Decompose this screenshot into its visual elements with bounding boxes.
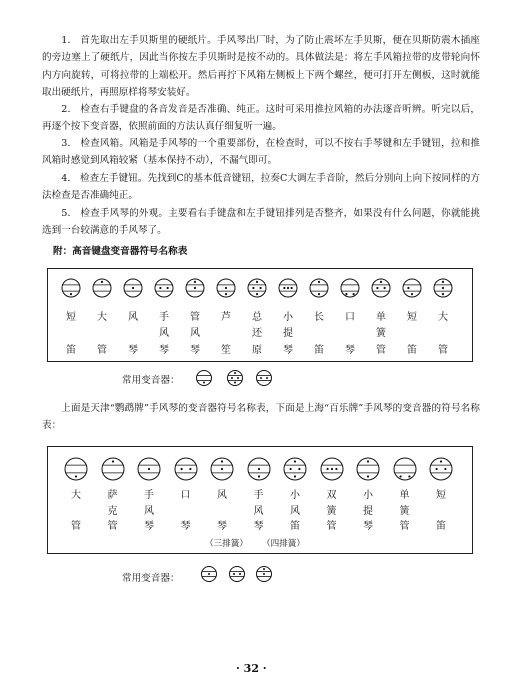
table1-col-6-r2: 还 [252,328,262,339]
table1-symbol-6 [247,278,267,298]
table1-col-12-r1: 大 [438,312,448,323]
table2-symbol-3 [174,457,198,481]
table2-col-6-r1: 小 [290,490,300,501]
page-number: · 32 · [236,662,267,675]
table1-col-3-r3: 琴 [159,345,169,356]
table1-symbol-2 [123,278,143,298]
table2-col-2-r3: 琴 [144,521,154,532]
table1-symbol-10 [371,278,391,298]
table1-symbol-4 [185,278,205,298]
table2-col-7-r3: 管 [326,521,337,532]
register-symbol-icon [210,457,234,481]
register-symbol-icon [61,278,81,298]
table1-col-10-r3: 管 [376,345,386,356]
table1-col-6-r1: 总 [252,312,262,323]
table2-col-2-r1: 手 [144,490,154,501]
table2-col-4-r3: 琴 [217,521,227,532]
table2-col-0-r1: 大 [71,490,81,501]
register-symbol-icon [92,278,112,298]
table2-col-2-r2: 风 [144,506,154,517]
table1-symbol-8 [309,278,329,298]
table1-col-4-r1: 管 [190,312,200,323]
table2-symbol-2 [137,457,161,481]
table2-col-3-r1: 口 [180,490,191,501]
table2-col-3-r3: 琴 [180,521,191,532]
table1-col-0-r3: 笛 [66,345,76,356]
table1-col-12-r3: 管 [438,345,448,356]
table1-col-10-r2: 簧 [376,328,386,339]
register-symbol-icon [247,457,271,481]
table1-col-6-r3: 原 [252,345,262,356]
table2-symbol-4 [210,457,234,481]
table2-col-10-r1: 短 [436,490,446,501]
table2-col-10-r3: 笛 [436,521,446,532]
table1-col-8-r3: 笛 [314,345,324,356]
register-symbol-icon [309,278,329,298]
register-symbol-icon [340,278,360,298]
table1-col-3-r2: 风 [159,328,169,339]
table1-caption: 附：高音键盘变音器符号名称表 [53,246,188,257]
table2-symbol-8 [356,457,380,481]
paragraph-4: 4． 检查左手键钮。先找到C的基本低音键钮，拉奏C大调左手音阶，然后分别向上向下按同样的方法检查是否准确纯正。 [42,173,480,202]
table1-col-10-r1: 单 [376,312,386,323]
table2-col-9-r1: 单 [399,490,410,501]
common-register-icon [195,369,295,389]
register-symbol-icon [320,457,344,481]
table2-col-8-r1: 小 [363,490,373,501]
table2-col-1-r3: 管 [107,521,118,532]
register-symbol-icon [174,457,198,481]
register-symbol-icon [393,457,417,481]
register-symbol-icon [64,457,88,481]
register-symbol-icon [278,278,298,298]
common-register-icon-2 [200,565,300,585]
table1-col-4-r2: 风 [190,328,200,339]
table1-col-1-r1: 大 [97,312,107,323]
register-symbol-icon [216,278,236,298]
register-symbol-icon [185,278,205,298]
table1-col-5-r3: 笙 [221,345,231,356]
paragraph-1: 1． 首先取出左手贝斯里的硬纸片。手风琴出厂时，为了防止震坏左手贝斯，便在贝斯防震木插座的旁边塞上了硬纸片，因此当你按左手贝斯时是按不动的。具体做法是：将左手风箱拉带的皮带轮向怀内方向旋转，可将拉带的上端松开。然后再拧下风箱左侧板上下两个螺丝，便可打开左侧板，这时就能取出硬纸片，再照原样将琴安装好。 [42,35,480,99]
table2-symbol-1 [101,457,125,481]
register-symbol-icon [247,278,267,298]
table1-col-7-r3: 琴 [283,345,293,356]
table1-symbol-3 [154,278,174,298]
table1-symbol-12 [433,278,453,298]
table1-symbol-7 [278,278,298,298]
table1-symbol-0 [61,278,81,298]
table1-col-8-r1: 长 [314,312,324,323]
register-symbol-icon [137,457,161,481]
table1-col-11-r3: 笛 [407,345,417,356]
table2-symbol-6 [283,457,307,481]
table2-col-5-r2: 风 [253,506,264,517]
table1-col-9-r1: 口 [345,312,355,323]
register-symbol-icon [429,457,453,481]
table1-col-3-r1: 手 [159,312,169,323]
register-symbol-icon [356,457,380,481]
table1-col-1-r3: 管 [97,345,107,356]
table2-col-0-r3: 管 [71,521,81,532]
table2-col-7-r2: 簧 [326,506,337,517]
paragraph-5: 5． 检查手风琴的外观。主要看右手键盘和左手键钮排列是否整齐，如果没有什么问题，你就能挑选到一台较满意的手风琴了。 [42,208,480,237]
table1-col-2-r3: 琴 [128,345,138,356]
table1-symbol-1 [92,278,112,298]
table2-symbol-7 [320,457,344,481]
middle-text: 上面是天津“鹦鹉牌”手风琴的变音器符号名称表，下面是上海“百乐牌”手风琴的变音器的符号名称表： [42,403,480,432]
register-symbol-icon [154,278,174,298]
table2-col-5-r3: 琴 [253,521,264,532]
table1-col-5-r1: 芦 [221,312,231,323]
table1-col-7-r2: 提 [283,328,293,339]
table2-col-4-r1: 风 [217,490,227,501]
table2-col-1-r1: 萨 [107,490,118,501]
table1-col-7-r1: 小 [283,312,293,323]
table1-symbol-9 [340,278,360,298]
table2-common-label: 常用变音器： [122,573,180,584]
table1-common-label: 常用变音器： [122,375,180,386]
table1-symbol-11 [402,278,422,298]
table2-col-8-r3: 琴 [363,521,373,532]
table1-symbol-5 [216,278,236,298]
paragraph-2: 2． 检查右手键盘的各音发音是否准确、纯正。这时可采用推拉风箱的办法逐音听辨。听完以后，再逐个按下变音器，依照前面的方法认真仔细复听一遍。 [42,104,480,133]
table1-col-9-r3: 琴 [345,345,355,356]
table2-col-5-r1: 手 [253,490,264,501]
table1-col-2-r1: 风 [128,312,138,323]
table1-col-4-r3: 琴 [190,345,200,356]
register-symbol-icon [283,457,307,481]
register-symbol-icon [123,278,143,298]
table2-col-6-r2: 风 [290,506,300,517]
register-symbol-icon [101,457,125,481]
table1-col-0-r1: 短 [66,312,76,323]
table2-col-9-r3: 管 [399,521,410,532]
table2-note-right: （四排簧） [262,539,305,549]
register-symbol-icon [371,278,391,298]
table2-symbol-0 [64,457,88,481]
table2-symbol-5 [247,457,271,481]
table2-symbol-10 [429,457,453,481]
table1-col-11-r1: 短 [407,312,417,323]
table2-col-8-r2: 提 [363,506,373,517]
table2-note-left: （三排簧） [205,539,248,549]
table2-col-1-r2: 克 [107,506,118,517]
table2-col-6-r3: 笛 [290,521,300,532]
register-symbol-icon [433,278,453,298]
table2-col-7-r1: 双 [326,490,337,501]
register-symbol-icon [402,278,422,298]
paragraph-3: 3． 检查风箱。风箱是手风琴的一个重要部份，在检查时，可以不按右手琴键和左手键钮，拉和推风箱时感觉到风箱较紧（基本保持不动），不漏气即可。 [42,138,480,167]
table2-col-9-r2: 簧 [399,506,410,517]
table2-symbol-9 [393,457,417,481]
